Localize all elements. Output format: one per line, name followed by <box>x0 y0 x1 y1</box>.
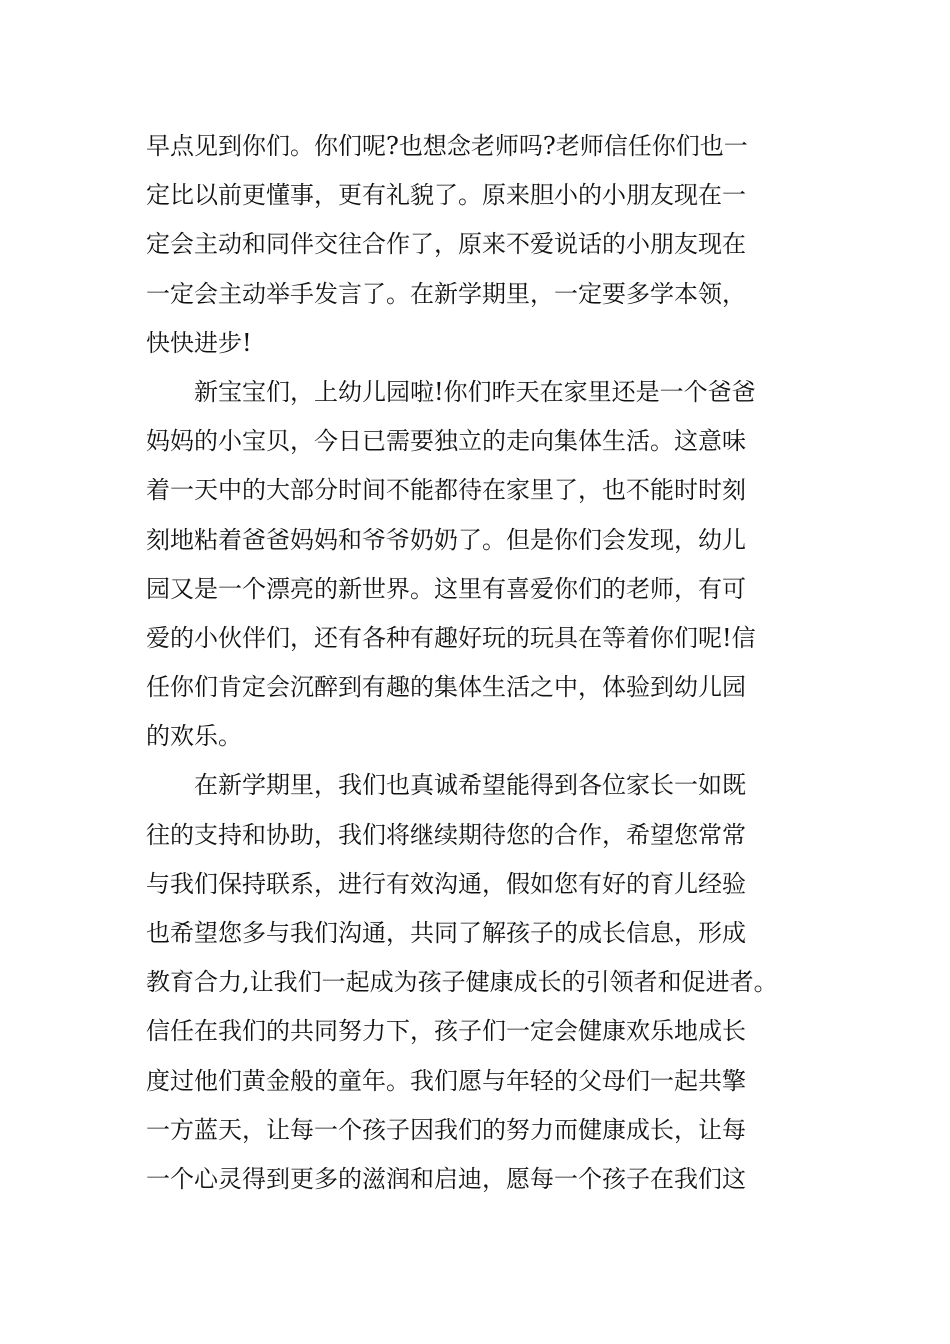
text-line: 在新学期里，我们也真诚希望能得到各位家长一如既 <box>146 771 746 800</box>
text-line: 定比以前更懂事，更有礼貌了。原来胆小的小朋友现在一 <box>146 181 746 210</box>
text-line: 度过他们黄金般的童年。我们愿与年轻的父母们一起共擎 <box>146 1066 746 1095</box>
text-line: 早点见到你们。你们呢?也想念老师吗?老师信任你们也一 <box>146 132 748 160</box>
text-line: 往的支持和协助，我们将继续期待您的合作，希望您常常 <box>146 820 746 849</box>
text-line: 着一天中的大部分时间不能都待在家里了，也不能时时刻 <box>146 476 746 505</box>
text-line: 新宝宝们，上幼儿园啦!你们昨天在家里还是一个爸爸 <box>146 377 756 406</box>
text-line: 园又是一个漂亮的新世界。这里有喜爱你们的老师，有可 <box>146 574 746 603</box>
text-line: 任你们肯定会沉醉到有趣的集体生活之中，体验到幼儿园 <box>146 673 746 702</box>
body-text <box>146 127 846 1209</box>
text-line: 一定会主动举手发言了。在新学期里，一定要多学本领， <box>146 279 746 308</box>
text-line: 的欢乐。 <box>146 722 242 751</box>
text-line: 刻地粘着爸爸妈妈和爷爷奶奶了。但是你们会发现，幼儿 <box>146 525 746 554</box>
text-line: 与我们保持联系，进行有效沟通，假如您有好的育儿经验 <box>146 869 746 898</box>
text-line: 也希望您多与我们沟通，共同了解孩子的成长信息，形成 <box>146 919 746 947</box>
text-line: 信任在我们的共同努力下，孩子们一定会健康欢乐地成长 <box>146 1017 746 1046</box>
text-line: 一方蓝天，让每一个孩子因我们的努力而健康成长，让每 <box>146 1115 746 1144</box>
text-line: 一个心灵得到更多的滋润和启迪，愿每一个孩子在我们这 <box>146 1164 746 1193</box>
text-line: 快快进步! <box>146 328 252 357</box>
text-line: 妈妈的小宝贝，今日已需要独立的走向集体生活。这意味 <box>146 427 746 456</box>
text-line: 教育合力,让我们一起成为孩子健康成长的引领者和促进者。 <box>146 968 778 997</box>
text-line: 定会主动和同伴交往合作了，原来不爱说话的小朋友现在 <box>146 230 746 259</box>
text-line: 爱的小伙伴们，还有各种有趣好玩的玩具在等着你们呢!信 <box>146 623 756 652</box>
